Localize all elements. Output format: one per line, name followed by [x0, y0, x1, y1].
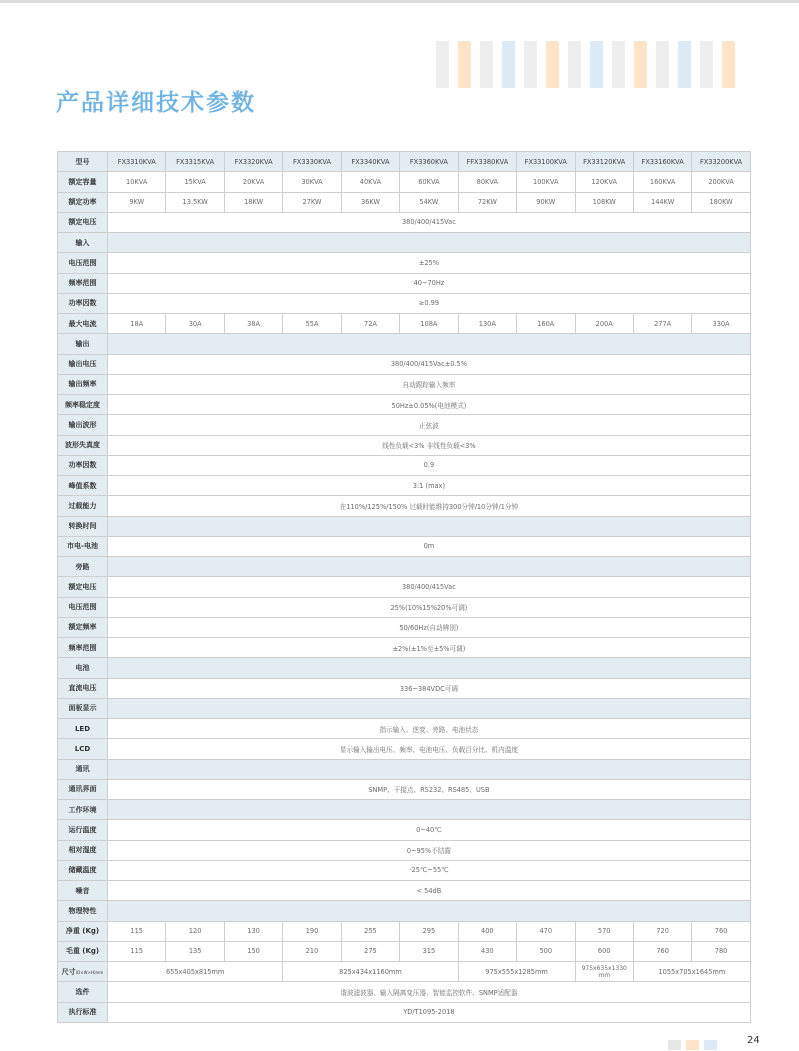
- table-cell: 108A: [400, 314, 458, 334]
- table-cell: ≥0.99: [108, 293, 751, 313]
- table-row: [58, 293, 751, 313]
- stripe: [502, 41, 515, 88]
- table-cell: -25℃~55℃: [108, 860, 751, 880]
- table-cell: 13.5KW: [166, 192, 224, 212]
- model-header: FFX3380KVA: [458, 152, 516, 172]
- row-label: 额定容量: [58, 172, 108, 192]
- table-cell: 275: [341, 941, 399, 961]
- row-label: 运行温度: [58, 820, 108, 840]
- section-fill: [108, 800, 751, 820]
- footer-square: [668, 1040, 681, 1050]
- section-fill: [108, 759, 751, 779]
- table-cell: 500: [517, 941, 575, 961]
- row-label: 电压范围: [58, 253, 108, 273]
- table-row: [58, 395, 751, 415]
- model-header: FX33160KVA: [633, 152, 691, 172]
- table-cell: 210: [283, 941, 341, 961]
- dims-unit: (D×W×H)mm: [75, 969, 104, 975]
- section-row: [58, 334, 751, 354]
- section-fill: [108, 698, 751, 718]
- table-cell: 50/60Hz(自动辨别): [108, 617, 751, 637]
- table-row: [58, 152, 751, 172]
- section-row: [58, 557, 751, 577]
- table-cell: 130A: [458, 314, 516, 334]
- stripe: [524, 41, 537, 88]
- table-cell: 50Hz±0.05%(电池模式): [108, 395, 751, 415]
- table-cell: 40KVA: [341, 172, 399, 192]
- section-label: 输出: [58, 334, 108, 354]
- row-label: LCD: [58, 739, 108, 759]
- row-label: 电压范围: [58, 597, 108, 617]
- table-row: [58, 212, 751, 232]
- stripe: [722, 41, 735, 88]
- stripe: [634, 41, 647, 88]
- section-label: 面板显示: [58, 698, 108, 718]
- table-cell: 200KVA: [692, 172, 750, 192]
- section-label: 转换时间: [58, 516, 108, 536]
- table-cell: 570: [575, 921, 633, 941]
- table-cell: 720: [633, 921, 691, 941]
- section-label: 通讯: [58, 759, 108, 779]
- table-row: [58, 1002, 751, 1022]
- table-cell: 255: [341, 921, 399, 941]
- table-cell: 9KW: [108, 192, 166, 212]
- row-label: 直流电压: [58, 678, 108, 698]
- table-cell: 400: [458, 921, 516, 941]
- table-cell: 40~70Hz: [108, 273, 751, 293]
- section-fill: [108, 516, 751, 536]
- table-cell: 108KW: [575, 192, 633, 212]
- table-cell: 30KVA: [283, 172, 341, 192]
- row-label: 频率范围: [58, 273, 108, 293]
- row-label: 频率范围: [58, 638, 108, 658]
- decorative-stripes: [436, 41, 744, 88]
- table-cell: 27KW: [283, 192, 341, 212]
- model-header: FX33100KVA: [517, 152, 575, 172]
- model-header: FX3330KVA: [283, 152, 341, 172]
- row-label: 波形失真度: [58, 435, 108, 455]
- row-label: 储藏温度: [58, 860, 108, 880]
- table-cell: 0~95%不结露: [108, 840, 751, 860]
- stripe: [568, 41, 581, 88]
- top-border: [0, 0, 799, 3]
- page-number: 24: [747, 1035, 760, 1046]
- table-cell: ±2%(±1%至±5%可调): [108, 638, 751, 658]
- stripe: [436, 41, 449, 88]
- row-label: 峰值系数: [58, 476, 108, 496]
- stripe: [590, 41, 603, 88]
- table-cell: 10KVA: [108, 172, 166, 192]
- table-row: [58, 314, 751, 334]
- table-cell: 72KW: [458, 192, 516, 212]
- table-cell: 120KVA: [575, 172, 633, 192]
- model-header: FX33120KVA: [575, 152, 633, 172]
- row-label: 执行标准: [58, 1002, 108, 1022]
- table-row: [58, 374, 751, 394]
- section-row: [58, 233, 751, 253]
- spec-table: [57, 151, 751, 1023]
- section-fill: [108, 658, 751, 678]
- stripe: [678, 41, 691, 88]
- table-cell: 25%(10%15%20%可调): [108, 597, 751, 617]
- table-row: [58, 638, 751, 658]
- row-label: 输出波形: [58, 415, 108, 435]
- table-cell: 780: [692, 941, 750, 961]
- table-row: [58, 455, 751, 475]
- model-header: FX3310KVA: [108, 152, 166, 172]
- table-cell: 380/400/415Vac±0.5%: [108, 354, 751, 374]
- row-label: 功率因数: [58, 455, 108, 475]
- table-cell: 55A: [283, 314, 341, 334]
- row-label: 功率因数: [58, 293, 108, 313]
- table-cell: 115: [108, 921, 166, 941]
- table-row: [58, 435, 751, 455]
- table-cell: 144KW: [633, 192, 691, 212]
- section-fill: [108, 901, 751, 921]
- table-cell: 36KW: [341, 192, 399, 212]
- table-row: [58, 536, 751, 556]
- table-row: [58, 678, 751, 698]
- row-label: 毛重 (Kg): [58, 941, 108, 961]
- table-row: [58, 982, 751, 1002]
- table-row: [58, 860, 751, 880]
- row-label: 额定频率: [58, 617, 108, 637]
- model-header: FX3320KVA: [224, 152, 282, 172]
- model-header: FX3340KVA: [341, 152, 399, 172]
- row-label: 噪音: [58, 881, 108, 901]
- table-row: [58, 577, 751, 597]
- row-label: 最大电流: [58, 314, 108, 334]
- table-cell: 470: [517, 921, 575, 941]
- table-cell: 760: [633, 941, 691, 961]
- table-row: [58, 192, 751, 212]
- section-row: [58, 759, 751, 779]
- table-row: [58, 415, 751, 435]
- table-cell: 20KVA: [224, 172, 282, 192]
- row-label: 净重 (Kg): [58, 921, 108, 941]
- table-row: [58, 253, 751, 273]
- table-cell: 825x434x1160mm: [283, 962, 458, 982]
- table-cell: 线性负载<3% 非线性负载<3%: [108, 435, 751, 455]
- section-label: 输入: [58, 233, 108, 253]
- table-row: [58, 779, 751, 799]
- table-cell: 3:1 (max): [108, 476, 751, 496]
- table-cell: 谐波滤波器、输入隔离变压器、智能监控软件、SNMP适配器: [108, 982, 751, 1002]
- table-cell: 295: [400, 921, 458, 941]
- stripe: [612, 41, 625, 88]
- section-label: 工作环境: [58, 800, 108, 820]
- table-row: [58, 172, 751, 192]
- stripe: [480, 41, 493, 88]
- section-row: [58, 698, 751, 718]
- table-cell: 120: [166, 921, 224, 941]
- table-cell: 190: [283, 921, 341, 941]
- table-cell: ±25%: [108, 253, 751, 273]
- page-title: 产品详细技术参数: [56, 90, 256, 116]
- dims-label: 尺寸: [61, 967, 76, 976]
- table-cell: 975x635x1330 mm: [575, 962, 633, 982]
- table-cell: 54KW: [400, 192, 458, 212]
- table-row: [58, 597, 751, 617]
- stripe: [700, 41, 713, 88]
- table-cell: 30A: [166, 314, 224, 334]
- table-cell: 277A: [633, 314, 691, 334]
- table-row: [58, 840, 751, 860]
- table-cell: 160KVA: [633, 172, 691, 192]
- section-fill: [108, 557, 751, 577]
- table-cell: 315: [400, 941, 458, 961]
- table-cell: 200A: [575, 314, 633, 334]
- row-label: 通讯界面: [58, 779, 108, 799]
- model-header: FX3315KVA: [166, 152, 224, 172]
- table-cell: 80KVA: [458, 172, 516, 192]
- table-row: [58, 962, 751, 982]
- section-fill: [108, 233, 751, 253]
- table-cell: 显示输入输出电压、频率、电池电压、负载百分比、机内温度: [108, 739, 751, 759]
- row-label: 市电-电池: [58, 536, 108, 556]
- table-cell: YD/T1095-2018: [108, 1002, 751, 1022]
- model-header: FX33200KVA: [692, 152, 750, 172]
- row-label: 相对湿度: [58, 840, 108, 860]
- row-label: 额定电压: [58, 577, 108, 597]
- row-label: [58, 962, 108, 982]
- table-cell: 430: [458, 941, 516, 961]
- table-cell: 18KW: [224, 192, 282, 212]
- table-cell: 60KVA: [400, 172, 458, 192]
- table-cell: 90KW: [517, 192, 575, 212]
- table-cell: 0~40℃: [108, 820, 751, 840]
- row-label: LED: [58, 719, 108, 739]
- table-cell: 975x555x1285mm: [458, 962, 575, 982]
- row-label: 选件: [58, 982, 108, 1002]
- table-cell: 336~384VDC可调: [108, 678, 751, 698]
- table-cell: 0.9: [108, 455, 751, 475]
- table-cell: 指示输入、逆变、旁路、电池状态: [108, 719, 751, 739]
- table-row: [58, 273, 751, 293]
- table-cell: 180KW: [692, 192, 750, 212]
- footer-square: [704, 1040, 717, 1050]
- table-cell: 380/400/415Vac: [108, 577, 751, 597]
- table-cell: 655x405x815mm: [108, 962, 283, 982]
- model-header: FX3360KVA: [400, 152, 458, 172]
- row-label: 频率稳定度: [58, 395, 108, 415]
- table-cell: 15KVA: [166, 172, 224, 192]
- table-cell: 600: [575, 941, 633, 961]
- row-label: 输出电压: [58, 354, 108, 374]
- table-row: [58, 719, 751, 739]
- table-row: [58, 881, 751, 901]
- section-label: 电池: [58, 658, 108, 678]
- table-cell: 330A: [692, 314, 750, 334]
- table-cell: 0m: [108, 536, 751, 556]
- row-label: 额定电压: [58, 212, 108, 232]
- section-row: [58, 901, 751, 921]
- row-label: 输出频率: [58, 374, 108, 394]
- section-label: 旁路: [58, 557, 108, 577]
- stripe: [546, 41, 559, 88]
- table-cell: 100KVA: [517, 172, 575, 192]
- table-row: [58, 617, 751, 637]
- row-label: 过载能力: [58, 496, 108, 516]
- table-row: [58, 354, 751, 374]
- table-cell: 150: [224, 941, 282, 961]
- stripe: [656, 41, 669, 88]
- table-cell: 38A: [224, 314, 282, 334]
- table-row: [58, 941, 751, 961]
- table-cell: 760: [692, 921, 750, 941]
- table-cell: 在110%/125%/150% 过载时能维持300分钟/10分钟/1分钟: [108, 496, 751, 516]
- table-cell: 正弦波: [108, 415, 751, 435]
- table-cell: 115: [108, 941, 166, 961]
- table-row: [58, 820, 751, 840]
- section-label: 物理特性: [58, 901, 108, 921]
- table-row: [58, 476, 751, 496]
- table-cell: 135: [166, 941, 224, 961]
- stripe: [458, 41, 471, 88]
- row-label: 型号: [58, 152, 108, 172]
- table-row: [58, 739, 751, 759]
- table-cell: 160A: [517, 314, 575, 334]
- table-cell: 130: [224, 921, 282, 941]
- table-cell: 380/400/415Vac: [108, 212, 751, 232]
- table-cell: 72A: [341, 314, 399, 334]
- section-row: [58, 516, 751, 536]
- table-cell: 1055x705x1645mm: [633, 962, 750, 982]
- section-fill: [108, 334, 751, 354]
- footer-square: [686, 1040, 699, 1050]
- table-cell: SNMP、干接点、RS232、RS485、USB: [108, 779, 751, 799]
- table-row: [58, 921, 751, 941]
- table-cell: 18A: [108, 314, 166, 334]
- table-cell: 自动跟踪输入频率: [108, 374, 751, 394]
- section-row: [58, 658, 751, 678]
- table-cell: < 54dB: [108, 881, 751, 901]
- row-label: 额定功率: [58, 192, 108, 212]
- section-row: [58, 800, 751, 820]
- table-row: [58, 496, 751, 516]
